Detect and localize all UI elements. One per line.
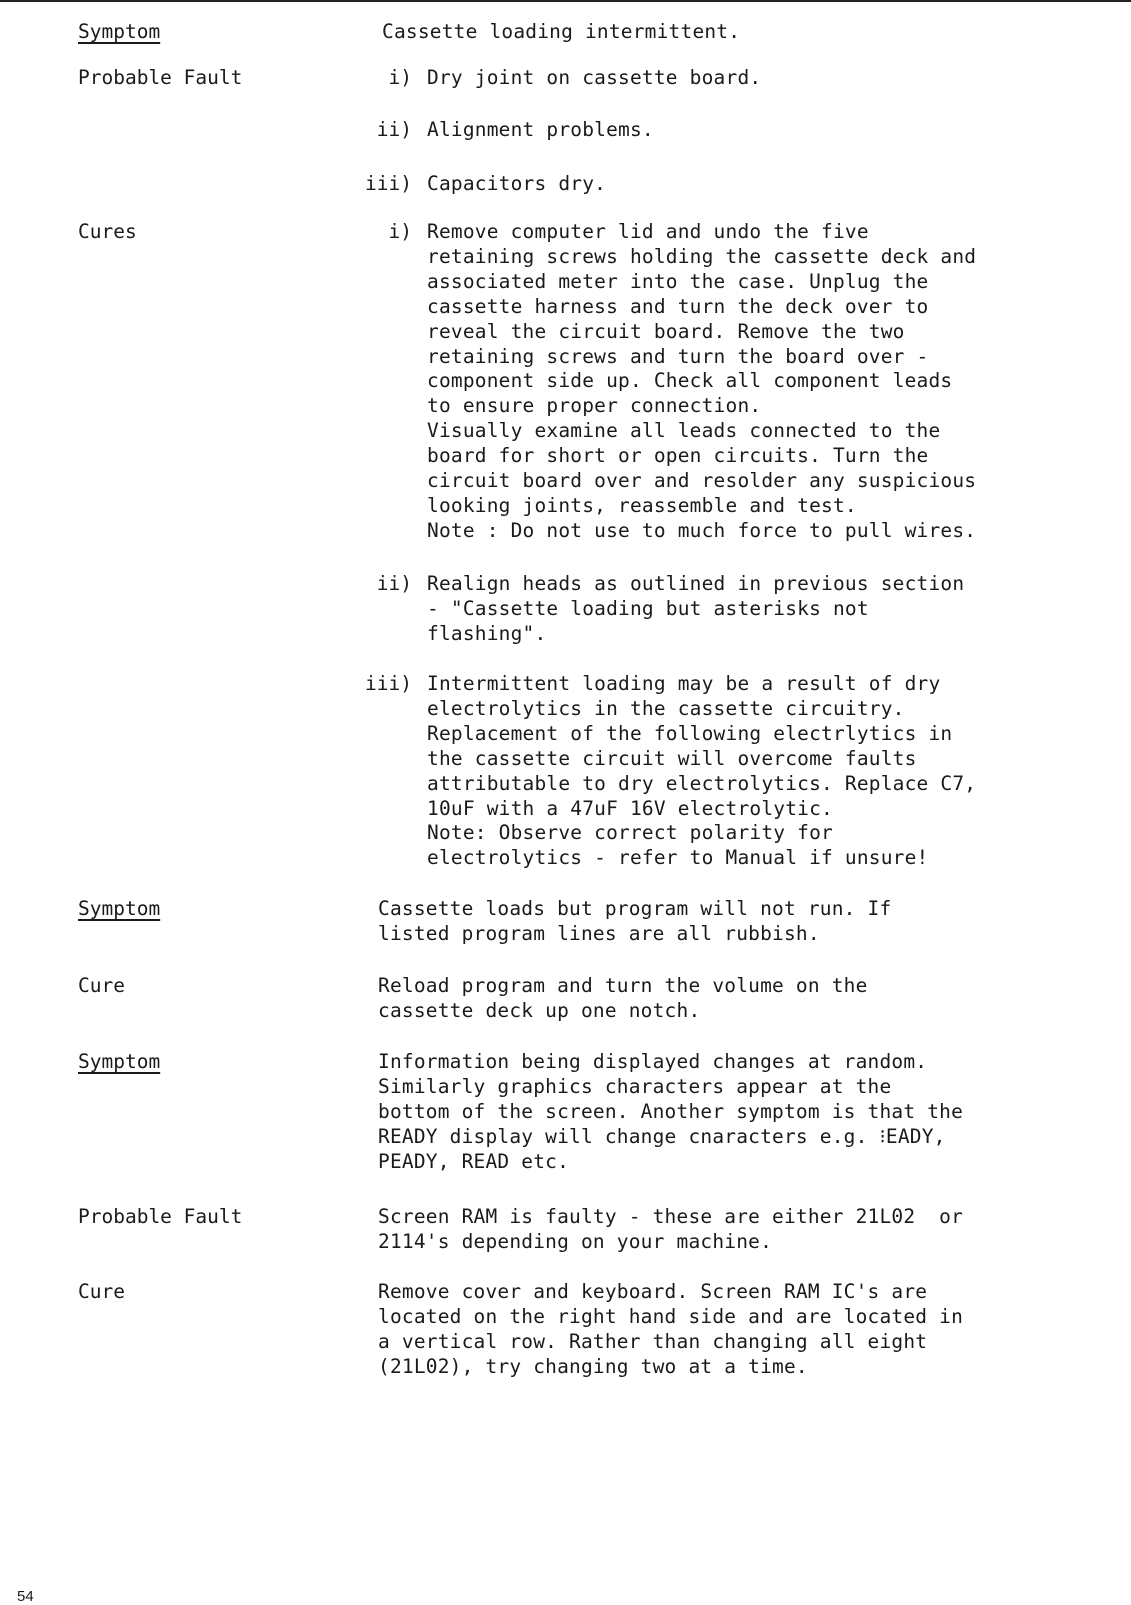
text-line: circuit board over and resolder any suspicious: [427, 469, 977, 493]
text-line: electrolytics - refer to Manual if unsure!: [427, 846, 929, 870]
text-line: looking joints, reassemble and test.: [427, 493, 857, 517]
cure-number: iii): [365, 672, 412, 695]
text-line: Realign heads as outlined in previous section: [427, 572, 965, 595]
fault-number: iii): [365, 172, 412, 195]
cure-paragraph: [427, 672, 976, 871]
fault-number: ii): [376, 118, 412, 141]
text-line: Intermittent loading may be a result of dry: [427, 672, 941, 695]
text-line: Reload program and turn the volume on the: [378, 974, 868, 997]
symptom-text: Cassette loading intermittent.: [382, 20, 741, 43]
text-line: attributable to dry electrolytics. Replace C7,: [427, 771, 977, 795]
cure-label: Cure: [78, 1280, 125, 1303]
text-line: - "Cassette loading but asterisks not: [427, 596, 869, 620]
text-line: PEADY, READ etc.: [378, 1149, 570, 1173]
text-line: 2114's depending on your machine.: [378, 1229, 773, 1253]
symptom-label: Symptom: [78, 897, 161, 920]
text-line: cassette harness and turn the deck over to: [427, 294, 929, 318]
cure-paragraph: [378, 1280, 963, 1380]
fault-text: Capacitors dry.: [427, 172, 607, 195]
text-line: listed program lines are all rubbish.: [378, 921, 820, 945]
text-line: Replacement of the following electrlytics in: [427, 721, 953, 745]
text-line: component side up. Check all component leads: [427, 369, 953, 393]
text-line: Cassette loads but program will not run. If: [378, 897, 892, 920]
text-line: to ensure proper connection.: [427, 394, 762, 418]
cure-paragraph: [427, 572, 964, 647]
text-line: retaining screws holding the cassette deck and: [427, 244, 977, 268]
text-line: the cassette circuit will overcome faults: [427, 746, 917, 770]
fault-number: i): [388, 66, 412, 89]
top-border: [0, 0, 1131, 2]
text-line: Remove cover and keyboard. Screen RAM IC's are: [378, 1280, 928, 1303]
text-line: Similarly graphics characters appear at the: [378, 1074, 892, 1098]
text-line: reveal the circuit board. Remove the two: [427, 319, 905, 343]
text-line: Remove computer lid and undo the five: [427, 220, 869, 243]
text-line: Screen RAM is faulty - these are either 21L02 or: [378, 1205, 964, 1228]
cures-label: Cures: [78, 220, 137, 243]
text-line: a vertical row. Rather than changing all eight: [378, 1329, 928, 1353]
page-number: 54: [17, 1588, 34, 1605]
fault-paragraph: [378, 1205, 963, 1255]
text-line: flashing".: [427, 621, 547, 645]
cure-paragraph: [378, 974, 868, 1024]
text-line: associated meter into the case. Unplug the: [427, 269, 929, 293]
symptom-paragraph: [378, 897, 891, 947]
probable-fault-label: Probable Fault: [78, 66, 243, 89]
fault-text: Alignment problems.: [427, 118, 654, 141]
text-line: Note: Observe correct polarity for: [427, 821, 833, 845]
probable-fault-label: Probable Fault: [78, 1205, 243, 1228]
symptom-paragraph: [378, 1050, 963, 1175]
cure-number: i): [388, 220, 412, 243]
text-line: READY display will change cnaracters e.g. ⁝EADY,: [378, 1124, 946, 1148]
text-line: cassette deck up one notch.: [378, 998, 701, 1022]
symptom-label: Symptom: [78, 1050, 161, 1073]
text-line: Note : Do not use to much force to pull wires.: [427, 518, 977, 542]
text-line: electrolytics in the cassette circuitry.: [427, 696, 905, 720]
cure-paragraph: [427, 220, 976, 544]
text-line: retaining screws and turn the board over -: [427, 344, 929, 368]
cure-number: ii): [376, 572, 412, 595]
text-line: (21L02), try changing two at a time.: [378, 1354, 808, 1378]
text-line: board for short or open circuits. Turn the: [427, 444, 929, 468]
symptom-label: Symptom: [78, 20, 161, 43]
text-line: bottom of the screen. Another symptom is that the: [378, 1099, 964, 1123]
text-line: Visually examine all leads connected to the: [427, 419, 941, 443]
text-line: Information being displayed changes at random.: [378, 1050, 928, 1073]
text-line: 10uF with a 47uF 16V electrolytic.: [427, 796, 833, 820]
text-line: located on the right hand side and are located in: [378, 1304, 964, 1328]
fault-text: Dry joint on cassette board.: [427, 66, 762, 89]
cure-label: Cure: [78, 974, 125, 997]
